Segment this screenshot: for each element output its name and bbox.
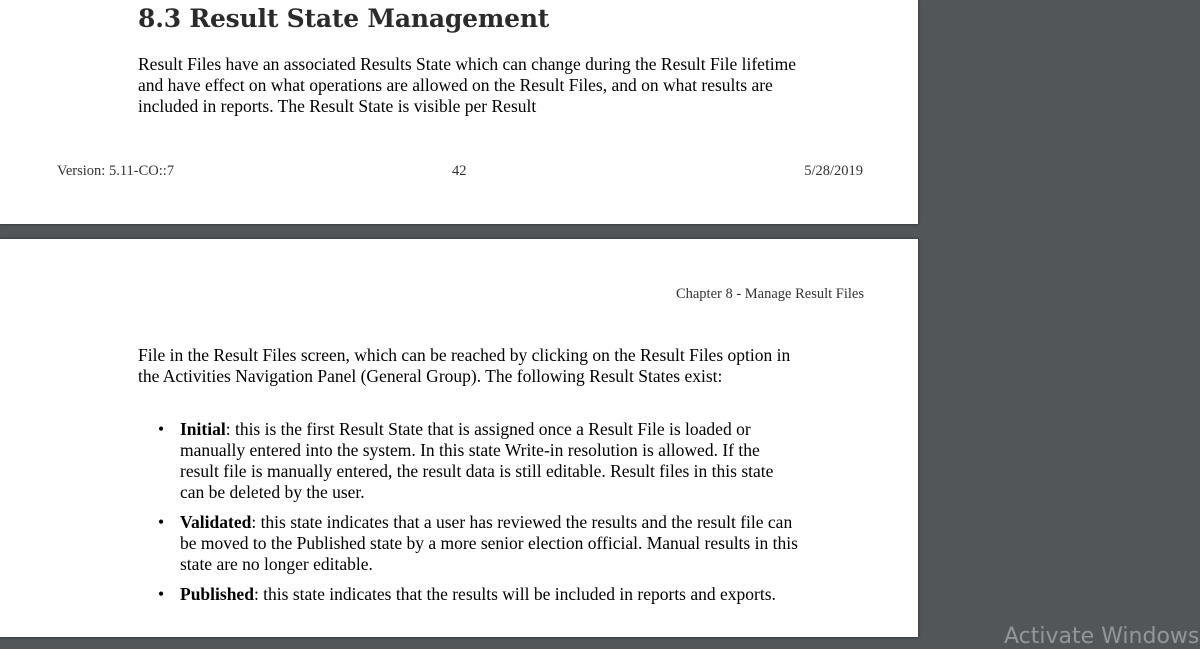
list-item	[158, 512, 798, 575]
bullet-icon: •	[158, 512, 165, 532]
state-term: Validated	[180, 512, 252, 532]
section-intro-paragraph: Result Files have an associated Results State which can change during the Result File lifetime and have effect on what operations are allowed on the Result Files, and on what results are included in reports. The Result State is visible per Result	[138, 54, 797, 116]
running-header: Chapter 8 - Manage Result Files	[675, 286, 864, 302]
activation-watermark: Activate Windows	[1004, 624, 1200, 649]
state-term: Initial	[180, 419, 226, 439]
pdf-page-43	[0, 239, 918, 637]
footer-page-number: 42	[452, 163, 467, 179]
result-states-list	[158, 419, 798, 614]
state-description: : this state indicates that the results will be included in reports and exports.	[253, 584, 776, 604]
footer-version: Version: 5.11-CO::7	[57, 163, 175, 179]
list-item	[158, 419, 798, 503]
state-description: : this is the first Result State that is assigned once a Result File is loaded or manually entered into the system. In this state Write-in resolution is allowed. If the result file is manually entered, the result data is still editable. Result files in this state can be deleted by the user.	[180, 419, 774, 502]
bullet-icon: •	[158, 419, 165, 439]
state-description: : this state indicates that a user has reviewed the results and the result file can be moved to the Published state by a more senior election official. Manual results in this state are no longer editable.	[180, 512, 798, 574]
list-item	[158, 584, 798, 605]
continued-paragraph: File in the Result Files screen, which can be reached by clicking on the Result Files option in the Activities Navigation Panel (General Group). The following Result States exist:	[138, 345, 791, 386]
bullet-icon: •	[158, 584, 165, 604]
section-heading: 8.3 Result State Management	[138, 4, 550, 33]
state-term: Published	[180, 584, 254, 604]
pdf-page-42	[0, 0, 918, 224]
footer-date: 5/28/2019	[804, 163, 863, 179]
